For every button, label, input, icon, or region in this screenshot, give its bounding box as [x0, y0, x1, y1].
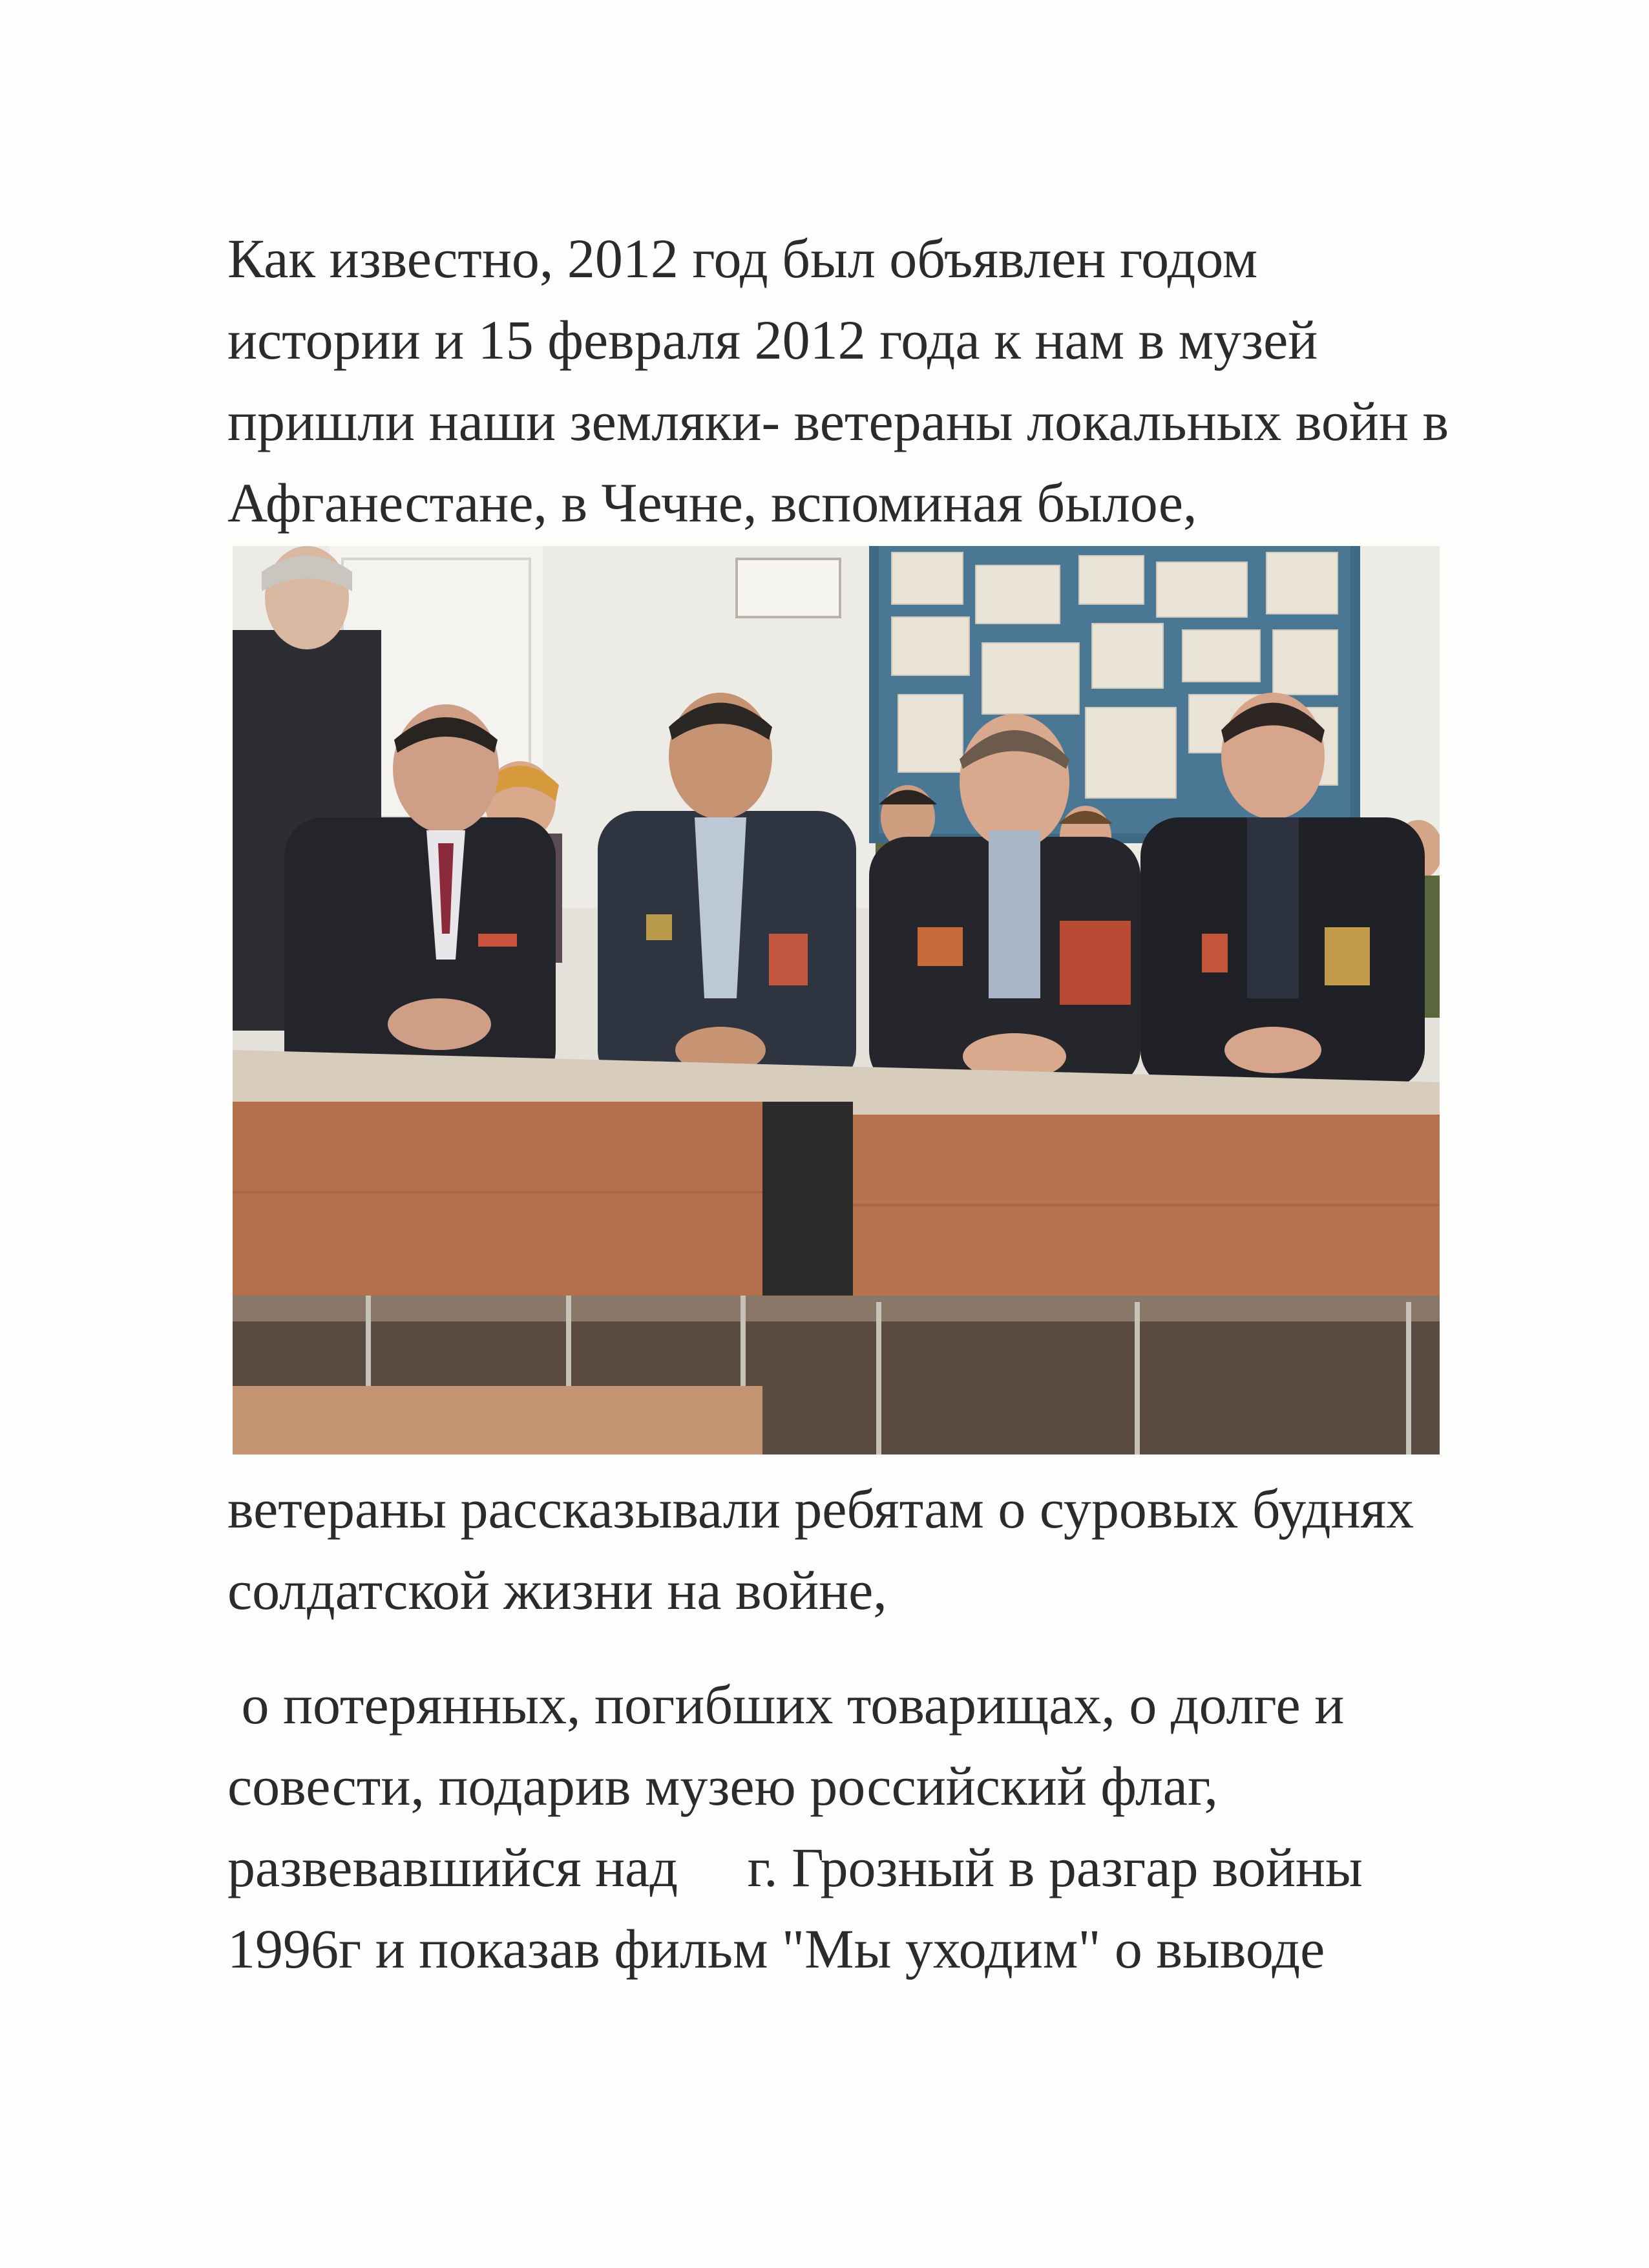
text-line: Афганестане, в Чечне, вспоминая былое, — [227, 472, 1197, 534]
paragraph-flag-gift — [227, 1664, 1520, 1990]
text-line: совести, подарив музею российский флаг, — [227, 1755, 1219, 1817]
text-line: 1996г и показав фильм "Мы уходим" о выводе — [227, 1918, 1325, 1980]
text-line: развевавшийся над г. Грозный в разгар войны — [227, 1836, 1363, 1898]
veterans-group-photo — [233, 546, 1440, 1454]
text-line: о потерянных, погибших товарищах, о долге и — [227, 1674, 1345, 1736]
text-line: истории и 15 февраля 2012 года к нам в музей — [227, 309, 1318, 371]
text-line: Как известно, 2012 год был объявлен годом — [227, 227, 1258, 289]
text-line: пришли наши земляки- ветераны локальных войн в — [227, 390, 1449, 452]
paragraph-intro — [227, 218, 1520, 543]
paragraph-stories — [227, 1468, 1520, 1631]
text-line: солдатской жизни на войне, — [227, 1559, 887, 1621]
text-line: ветераны рассказывали ребятам о суровых буднях — [227, 1478, 1414, 1540]
